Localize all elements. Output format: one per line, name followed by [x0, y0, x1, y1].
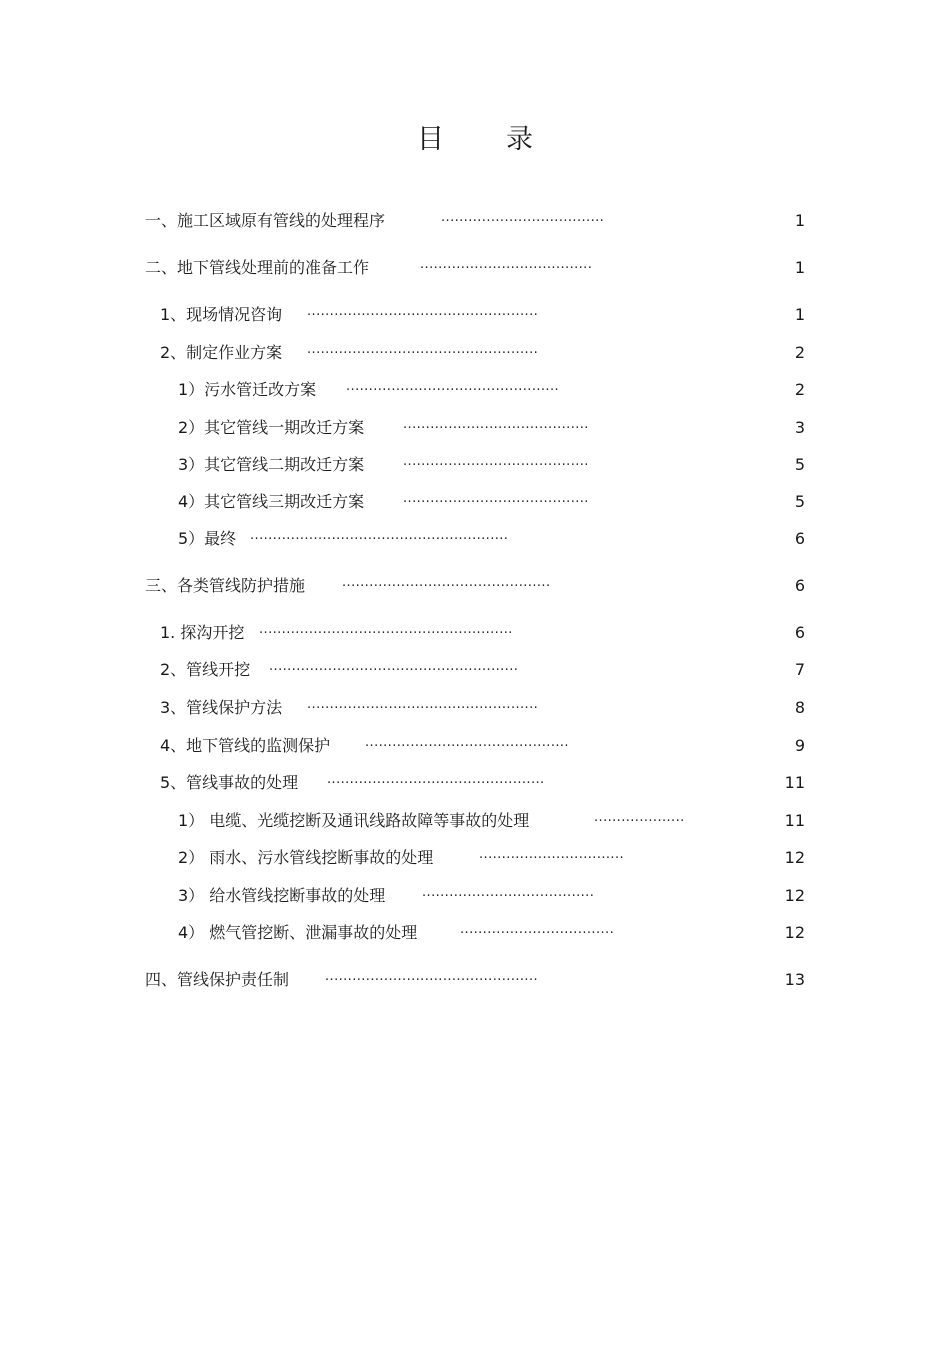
toc-entry[interactable]: [178, 490, 805, 514]
toc-entry[interactable]: [178, 416, 805, 440]
toc-entry[interactable]: [160, 341, 805, 365]
toc-entry-page: 8: [794, 698, 805, 717]
toc-entry-page: 2: [794, 343, 805, 362]
toc-entry-label: 2、制定作业方案: [160, 343, 283, 362]
toc-entry[interactable]: [178, 921, 805, 945]
toc-entry-page: 13: [784, 970, 805, 989]
toc-entry[interactable]: [160, 658, 805, 682]
toc-entry[interactable]: [178, 809, 805, 833]
toc-entry-leader: .......................................................: [269, 659, 519, 674]
toc-entry-page: 11: [784, 773, 805, 792]
title-char-1: 目: [417, 124, 444, 155]
toc-entry-label: 三、各类管线防护措施: [145, 576, 306, 595]
toc-entry[interactable]: [145, 256, 805, 280]
toc-entry-page: 11: [784, 811, 805, 830]
toc-entry-page: 12: [784, 923, 805, 942]
toc-entry[interactable]: [178, 527, 805, 551]
toc-entry-label: 4、地下管线的监测保护: [160, 736, 331, 755]
toc-entry[interactable]: [160, 621, 805, 645]
toc-entry-page: 12: [784, 886, 805, 905]
toc-entry-page: 12: [784, 848, 805, 867]
toc-entry-leader: ......................................: [422, 885, 595, 900]
toc-entry-leader: ...............................................: [346, 379, 560, 394]
toc-entry-label: 3）其它管线二期改迁方案: [178, 455, 365, 474]
toc-entry-label: 四、管线保护责任制: [145, 970, 290, 989]
toc-entry-leader: ..............................................: [342, 575, 551, 590]
toc-entry[interactable]: [178, 378, 805, 402]
toc-entry-label: 5）最终: [178, 529, 237, 548]
toc-entry-page: 7: [794, 660, 805, 679]
toc-entry-leader: .........................................................: [250, 528, 509, 543]
toc-entry-page: 2: [794, 380, 805, 399]
toc-entry-label: 二、地下管线处理前的准备工作: [145, 258, 370, 277]
toc-entry-leader: .........................................: [403, 454, 589, 469]
toc-entry-page: 5: [794, 455, 805, 474]
toc-entry-leader: ...................................................: [307, 342, 539, 357]
toc-entry-label: 4） 燃气管挖断、泄漏事故的处理: [178, 923, 418, 942]
toc-entry-page: 1: [794, 211, 805, 230]
toc-entry-label: 1、现场情况咨询: [160, 305, 283, 324]
toc-entry-leader: ...................................................: [307, 697, 539, 712]
toc-entry-label: 1. 探沟开挖: [160, 623, 245, 642]
toc-entry-label: 5、管线事故的处理: [160, 773, 299, 792]
toc-entry-page: 6: [794, 576, 805, 595]
toc-entry-page: 1: [794, 305, 805, 324]
toc-entry[interactable]: [178, 884, 805, 908]
toc-entry-page: 6: [794, 623, 805, 642]
toc-entry-leader: ....................................: [441, 210, 605, 225]
toc-entry-leader: ..................................: [460, 922, 615, 937]
toc-entry-label: 1） 电缆、光缆挖断及通讯线路故障等事故的处理: [178, 811, 530, 830]
toc-entry-leader: ................................................: [327, 772, 545, 787]
toc-entry[interactable]: [145, 574, 805, 598]
toc-entry[interactable]: [160, 303, 805, 327]
toc-entry[interactable]: [160, 734, 805, 758]
toc-entry-page: 5: [794, 492, 805, 511]
toc-entry-label: 3、管线保护方法: [160, 698, 283, 717]
toc-entry-label: 1）污水管迁改方案: [178, 380, 317, 399]
toc-entry-leader: ....................: [594, 810, 685, 825]
toc-entry-leader: ......................................: [420, 257, 593, 272]
toc-entry-label: 2） 雨水、污水管线挖断事故的处理: [178, 848, 434, 867]
toc-entry[interactable]: [178, 846, 805, 870]
title-char-2: 录: [506, 124, 533, 155]
toc-entry[interactable]: [145, 968, 805, 992]
toc-entry-page: 6: [794, 529, 805, 548]
toc-entry-page: 3: [794, 418, 805, 437]
toc-entry-label: 4）其它管线三期改迁方案: [178, 492, 365, 511]
toc-entry-leader: ................................: [479, 847, 625, 862]
toc-entry-leader: ........................................................: [259, 622, 513, 637]
toc-entry[interactable]: [178, 453, 805, 477]
toc-entry-label: 一、施工区域原有管线的处理程序: [145, 211, 386, 230]
toc-entry-leader: ...................................................: [307, 304, 539, 319]
toc-entry[interactable]: [160, 771, 805, 795]
toc-entry-page: 9: [794, 736, 805, 755]
toc-entry-leader: .........................................: [403, 491, 589, 506]
toc-entry-label: 2）其它管线一期改迁方案: [178, 418, 365, 437]
toc-entry-leader: .............................................: [365, 735, 569, 750]
toc-entry-label: 3） 给水管线挖断事故的处理: [178, 886, 386, 905]
toc-entry-leader: ...............................................: [325, 969, 539, 984]
toc-entry-page: 1: [794, 258, 805, 277]
toc-entry-label: 2、管线开挖: [160, 660, 251, 679]
toc-entry-leader: .........................................: [403, 417, 589, 432]
toc-entry[interactable]: [160, 696, 805, 720]
toc-entry[interactable]: [145, 209, 805, 233]
